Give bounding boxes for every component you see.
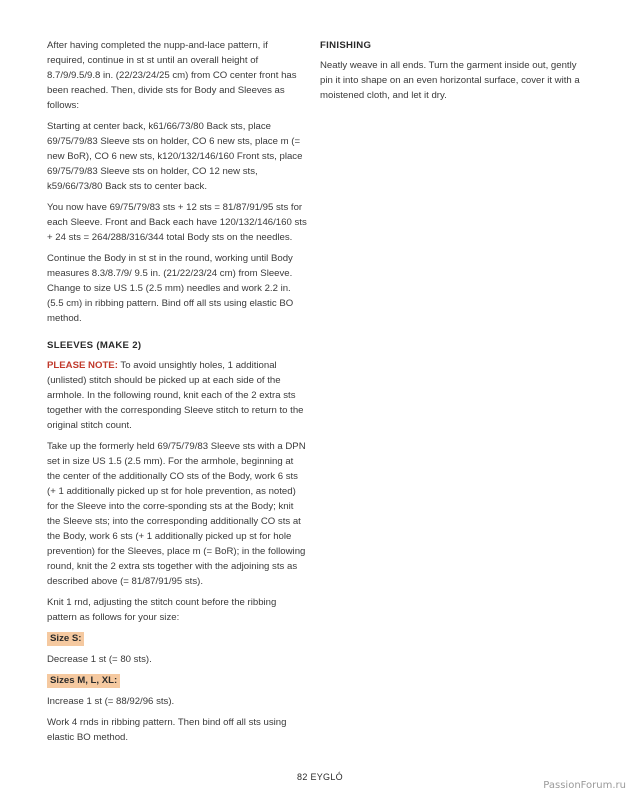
divide-stitches-paragraph: Starting at center back, k61/66/73/80 Back sts, place 69/75/79/83 Sleeve sts on holder, CO 6 new sts, place m (= new BoR), CO 6 new sts, k120/132/146/160 Front sts, place 69/75/79/83 Sleeve sts on holder, CO 12 new sts, k59/66/73/80 Back sts to center back. — [47, 121, 303, 192]
please-note-label: PLEASE NOTE: — [47, 360, 118, 371]
size-s-label: Size S: — [47, 632, 84, 646]
stitch-count-paragraph: You now have 69/75/79/83 sts + 12 sts = 81/87/91/95 sts for each Sleeve. Front and Back each have 120/132/146/160 sts + 24 sts = 264/288/316/344 total Body sts on the needles. — [47, 202, 307, 243]
ribbing-paragraph: Work 4 rnds in ribbing pattern. Then bind off all sts using elastic BO method. — [47, 717, 287, 743]
please-note-paragraph — [47, 358, 307, 433]
please-note-text: To avoid unsightly holes, 1 additional (unlisted) stitch should be picked up at each side of the armhole. In the following round, knit each of the 2 extra sts together with the corresponding Sleeve stitch to return to the original stitch count. — [47, 360, 304, 431]
body-continue-paragraph: Continue the Body in st st in the round, working until Body measures 8.3/8.7/9/ 9.5 in. (21/22/23/24 cm) from Sleeve. Change to size US 1.5 (2.5 mm) needles and work 2.2 in. (5.5 cm) in ribbing pattern. Bind off all sts using elastic BO method. — [47, 253, 294, 324]
page-footer: 82 EYGLÓ — [297, 772, 343, 782]
size-mlxl-instruction: Increase 1 st (= 88/92/96 sts). — [47, 696, 175, 707]
watermark: PassionForum.ru — [543, 780, 626, 791]
right-column — [320, 38, 582, 109]
sleeves-heading: SLEEVES (MAKE 2) — [47, 340, 142, 351]
adjust-count-paragraph: Knit 1 rnd, adjusting the stitch count before the ribbing pattern as follows for your size: — [47, 597, 277, 623]
sleeve-pickup-paragraph: Take up the formerly held 69/75/79/83 Sleeve sts with a DPN set in size US 1.5 (2.5 mm). For the armhole, beginning at the center of the additionally CO sts of the Body, work 6 sts (+ 1 additionally picked up st for hole prevention, as noted) for the Sleeve into the corre-sponding sts at the Body; knit the Sleeve sts; into the corresponding additionally CO sts at the Body, work 6 sts (+ 1 additionally picked up st for hole prevention) for the Sleeves, place m (= BoR); in the following round, knit the 2 extra sts together with the adjoining sts as described above (= 81/87/91/95 sts). — [47, 441, 306, 587]
finishing-paragraph: Neatly weave in all ends. Turn the garment inside out, gently pin it into shape on an even horizontal surface, cover it with a moistened cloth, and let it dry. — [320, 60, 580, 101]
finishing-heading: FINISHING — [320, 40, 372, 51]
size-mlxl-label: Sizes M, L, XL: — [47, 674, 120, 688]
size-s-instruction: Decrease 1 st (= 80 sts). — [47, 654, 152, 665]
left-column — [47, 38, 307, 751]
intro-paragraph: After having completed the nupp-and-lace pattern, if required, continue in st st until an overall height of 8.7/9/9.5/9.8 in. (22/23/24/25 cm) from CO center front has been reached. Then, divide sts for Body and Sleeves as follows: — [47, 40, 297, 111]
